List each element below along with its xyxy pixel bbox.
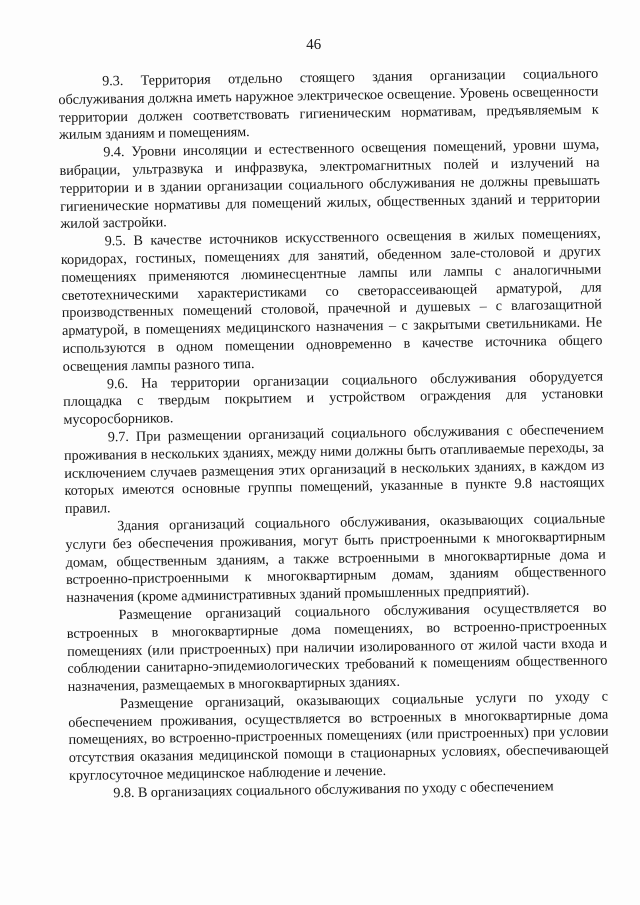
paragraph-9-7: 9.7. При размещении организаций социального обслуживания с обеспечением проживания в нескольких зданиях, между ними должны быть отапливаемые переходы, за исключением случаев размещения этих организаций в нескольких зданиях, в каждом из которых имеются основные группы помещений, указанные в пункте 9.8 настоящих правил. <box>63 421 605 518</box>
paragraph-placement-with-residence: Размещение организаций, оказывающих социальные услуги по уходу с обеспечением проживания, осуществляется во встроенных в многоквартирные дома помещениях, во встроенно-пристроенных помещениях (или пристроенных) при условии отсутствия оказания медицинской помощи в стационарных условиях, обеспечивающей круглосуточное медицинское наблюдение и лечение. <box>68 688 609 785</box>
paragraph-placement-built-in: Размещение организаций социального обслуживания осуществляется во встроенных в многоквартирные дома помещениях, во встроенно-пристроенных помещениях (или пристроенных) при наличии изолированного от жилой части входа и соблюдении санитарно-эпидемиологических требований к помещениям общественного назначения, размещаемых в многоквартирных зданиях. <box>66 599 608 696</box>
document-body <box>58 66 609 804</box>
paragraph-9-4: 9.4. Уровни инсоляции и естественного освещения помещений, уровни шума, вибрации, ультразвука и инфразвука, электромагнитных полей и излучений на территории и в здании организации социального обслуживания не должны превышать гигиенические нормативы для помещений жилых, общественных зданий и территории жилой застройки. <box>59 136 601 233</box>
paragraph-9-8: 9.8. В организациях социального обслуживания по уходу с обеспечением <box>113 778 554 802</box>
paragraph-9-5: 9.5. В качестве источников искусственного освещения в жилых помещениях, коридорах, гостиных, помещениях для занятий, обеденном зале-столовой и других помещениях применяются люминесцентные лампы или лампы с аналогичными светотехническими характеристиками со светорассеивающей арматурой, для производственных помещений столовой, прачечной и душевых – с влагозащитной арматурой, в помещениях медицинского назначения – с закрытыми светильниками. Не используются в одном помещении одновременно в качестве источника общего освещения лампы разного типа. <box>60 225 603 375</box>
paragraph-9-6: 9.6. На территории организации социального обслуживания оборудуется площадка с твердым покрытием и устройством ограждения для установки мусоросборников. <box>63 368 604 429</box>
paragraph-9-3: 9.3. Территория отдельно стоящего здания организации социального обслуживания должна иметь наружное электрическое освещение. Уровень освещенности территории должен соответствовать гигиеническим нормативам, предъявляемым к жилым зданиям и помещениям. <box>58 65 599 144</box>
paragraph-buildings-without-residence: Здания организаций социального обслуживания, оказывающих социальные услуги без обеспечения проживания, могут быть пристроенными к многоквартирным домам, общественным зданиям, а также встроенными в многоквартирные дома и встроенно-пристроенными к многоквартирным домам, зданиям общественного назначения (кроме административных зданий промышленных предприятий). <box>65 510 607 607</box>
page-number: 46 <box>306 36 322 54</box>
